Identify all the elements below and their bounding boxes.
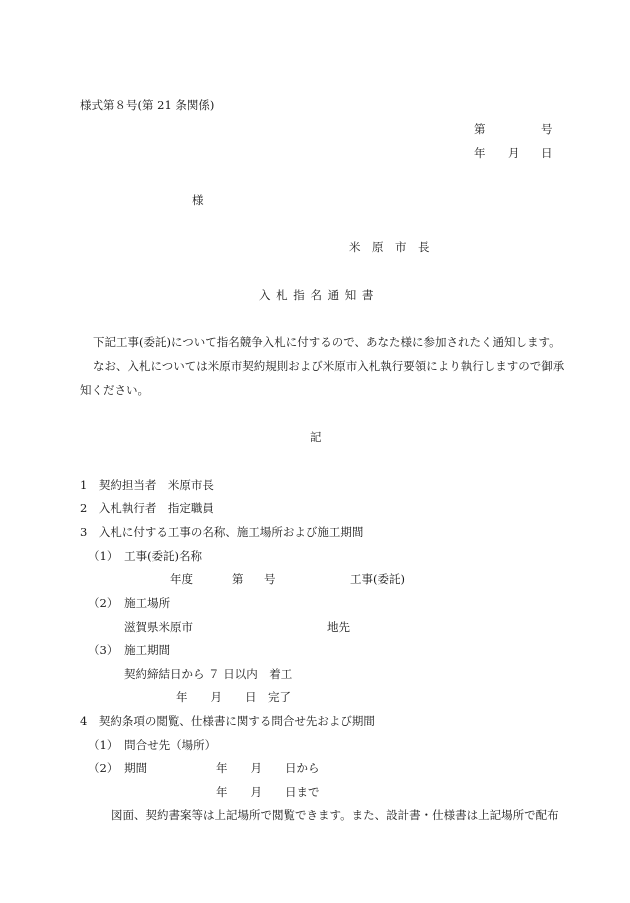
date-year: 年	[474, 146, 486, 160]
item-4-note: 図面、契約書案等は上記場所で閲覧できます。また、設計書・仕様書は上記場所で配布	[111, 808, 559, 822]
document-number-suffix: 号	[541, 122, 553, 136]
item-3-3-end: 年 月 日 完了	[176, 690, 291, 704]
ki-heading: 記	[310, 430, 322, 444]
body-paragraph-2-line-1: なお、入札については米原市契約規則および米原市入札執行要領により執行しますので御承	[93, 359, 565, 373]
item-4-2-to: 年 月 日まで	[216, 785, 320, 799]
item-3-3: （3） 施工期間	[88, 643, 171, 657]
item-3-2-place: 滋賀県米原市	[124, 620, 193, 634]
item-4-1: （1） 問合せ先（場所）	[88, 738, 217, 752]
form-number: 様式第８号(第 21 条関係)	[80, 98, 215, 112]
item-3-1: （1） 工事(委託)名称	[88, 549, 203, 563]
addressee-suffix: 様	[192, 193, 204, 207]
date-month: 月	[508, 146, 520, 160]
body-paragraph-2-line-2: 知ください。	[80, 383, 149, 397]
item-4-2: （2） 期間	[88, 761, 148, 775]
item-3-2-lot: 地先	[327, 620, 350, 634]
date-day: 日	[541, 146, 553, 160]
item-3: 3 入札に付する工事の名称、施工場所および施工期間	[80, 525, 364, 539]
item-4: 4 契約条項の閲覧、仕様書に関する問合せ先および期間	[80, 714, 375, 728]
item-1: 1 契約担当者 米原市長	[80, 478, 214, 492]
document-title: 入 札 指 名 通 知 書	[259, 288, 375, 302]
item-3-1-work-type: 工事(委託)	[350, 572, 405, 586]
item-3-3-start: 契約締結日から ７ 日以内 着工	[124, 667, 293, 681]
issuer: 米 原 市 長	[349, 240, 430, 254]
item-4-2-from: 年 月 日から	[216, 761, 320, 775]
item-2: 2 入札執行者 指定職員	[80, 501, 214, 515]
item-3-1-number-suffix: 号	[264, 572, 276, 586]
item-3-2: （2） 施工場所	[88, 596, 171, 610]
body-paragraph-1: 下記工事(委託)について指名競争入札に付するので、あなた様に参加されたく通知します。	[93, 335, 561, 349]
item-3-1-year: 年度	[170, 572, 193, 586]
item-3-1-number-prefix: 第	[232, 572, 244, 586]
document-number-prefix: 第	[474, 122, 486, 136]
